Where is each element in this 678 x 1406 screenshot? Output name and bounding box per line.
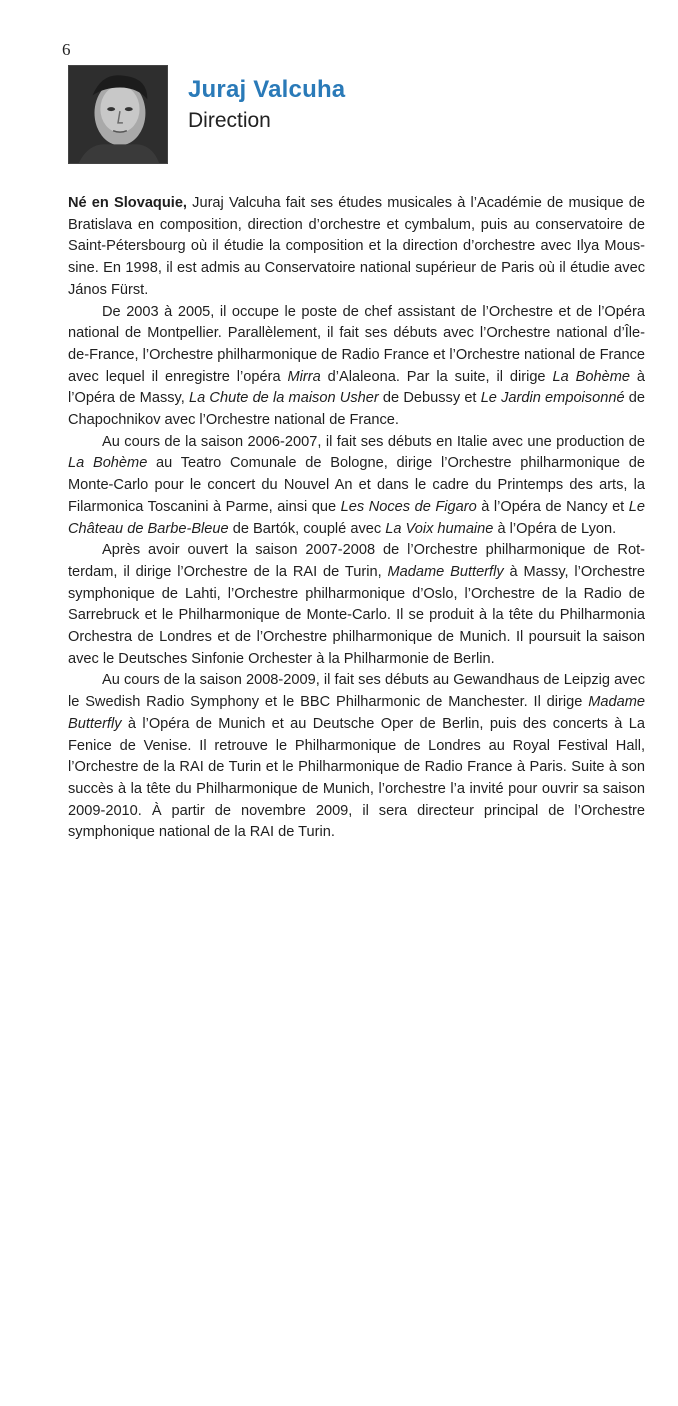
work-title: La Voix humaine	[385, 520, 494, 537]
work-title: Mirra	[287, 368, 321, 385]
bio-text: à l’Opéra de Massy,	[68, 368, 645, 407]
portrait-photo	[68, 65, 168, 164]
bio-text: Au cours de la saison 2006-2007, il fait ses débuts en Italie avec une production de	[102, 433, 645, 450]
bio-lead: Né en Slovaquie,	[68, 195, 187, 211]
work-title: Madame Butterfly	[68, 694, 645, 732]
bio-text: Au cours de la saison 2008-2009, il fait ses débuts au Gewandhaus de Leipzig avec le Swedish Radio Symphony et le BBC Philharmonic de Manchester. Il dirige	[68, 672, 645, 711]
bio-text: de Chapochnikov avec l’Orchestre national de France.	[68, 390, 646, 429]
work-title: Madame Butterfly	[387, 563, 504, 580]
work-title: Les Noces de Figaro	[340, 498, 477, 515]
bio-text: à Massy, l’Orchestre symphonique de Lahti, l’Orchestre philharmonique d’Oslo, l’Orchestre de la Radio de Sarrebruck et le Philharmonique de Monte-Carlo. Il se produit à la tête du Philharmonia Orchestra de Londres et de l’Orchestre philharmonique de Munich. Il poursuit la saison avec le Deutsches Sinfonie Orchester à la Philharmonie de Berlin.	[68, 563, 645, 667]
bio-paragraph	[68, 302, 645, 432]
bio-text: à l’Opéra de Lyon.	[493, 520, 617, 537]
biography-text	[68, 193, 645, 844]
bio-text: d’Alaleona. Par la suite, il dirige	[320, 368, 553, 385]
bio-paragraph	[68, 432, 645, 541]
artist-name: Juraj Valcuha	[188, 76, 346, 103]
bio-paragraph	[68, 540, 645, 670]
work-title: La Chute de la maison Usher	[189, 390, 379, 407]
bio-text: de Bartók, couplé avec	[228, 520, 386, 537]
artist-role: Direction	[188, 109, 271, 132]
bio-text: Après avoir ouvert la saison 2007-2008 de l’Orchestre philharmonique de Rotterdam, il dirige l’Orchestre de la RAI de Turin,	[68, 542, 645, 580]
portrait-silhouette	[69, 66, 167, 163]
bio-text: à l’Opéra de Nancy et	[476, 498, 629, 515]
work-title: La Bohème	[552, 368, 630, 385]
bio-paragraph	[68, 193, 645, 302]
bio-text: De 2003 à 2005, il occupe le poste de chef assistant de l’Orchestre et de l’Opéra national de Montpellier. Parallèlement, il fait ses débuts avec l’Orchestre national d’Île-de-France, l’Orchestre philharmonique de Radio France et l’Orchestre national de France avec lequel il enregistre l’opéra	[68, 303, 645, 385]
bio-text: à l’Opéra de Munich et au Deutsche Oper de Berlin, puis des concerts à La Fenice de Venise. Il retrouve le Philharmonique de Londres au Royal Festival Hall, l’Orchestre de la RAI de Turin et le Philharmonique de Radio France à Paris. Suite à son succès à la tête du Philharmonique de Munich, l’orchestre l’a invité pour ouvrir sa saison 2009-2010. À partir de novembre 2009, il sera directeur principal de l’Orchestre symphonique national de la RAI de Turin.	[68, 715, 645, 841]
work-title: La Bohème	[68, 455, 148, 472]
page-number: 6	[62, 40, 71, 59]
work-title: Le Jardin empoisonné	[480, 390, 625, 407]
bio-paragraph	[68, 670, 645, 844]
bio-text: Juraj Valcuha fait ses études musicales à l’Académie de musique de Bratislava en composition, direction d’orchestre et cymbalum, puis au conservatoire de Saint-Pétersbourg où il étudie la composition et la direction d’orchestre avec Ilya Moussine. En 1998, il est admis au Conservatoire national supérieur de Paris où il étudie avec János Fürst.	[68, 195, 645, 298]
bio-text: de Debussy et	[378, 390, 481, 407]
work-title: Le Château de Barbe-Bleue	[68, 498, 645, 537]
bio-text: au Teatro Comunale de Bologne, dirige l’Orchestre philharmonique de Monte-Carlo pour le concert du Nouvel An et dans le cadre du Printemps des arts, la Filarmonica Toscanini à Parme, ainsi que	[68, 455, 645, 515]
